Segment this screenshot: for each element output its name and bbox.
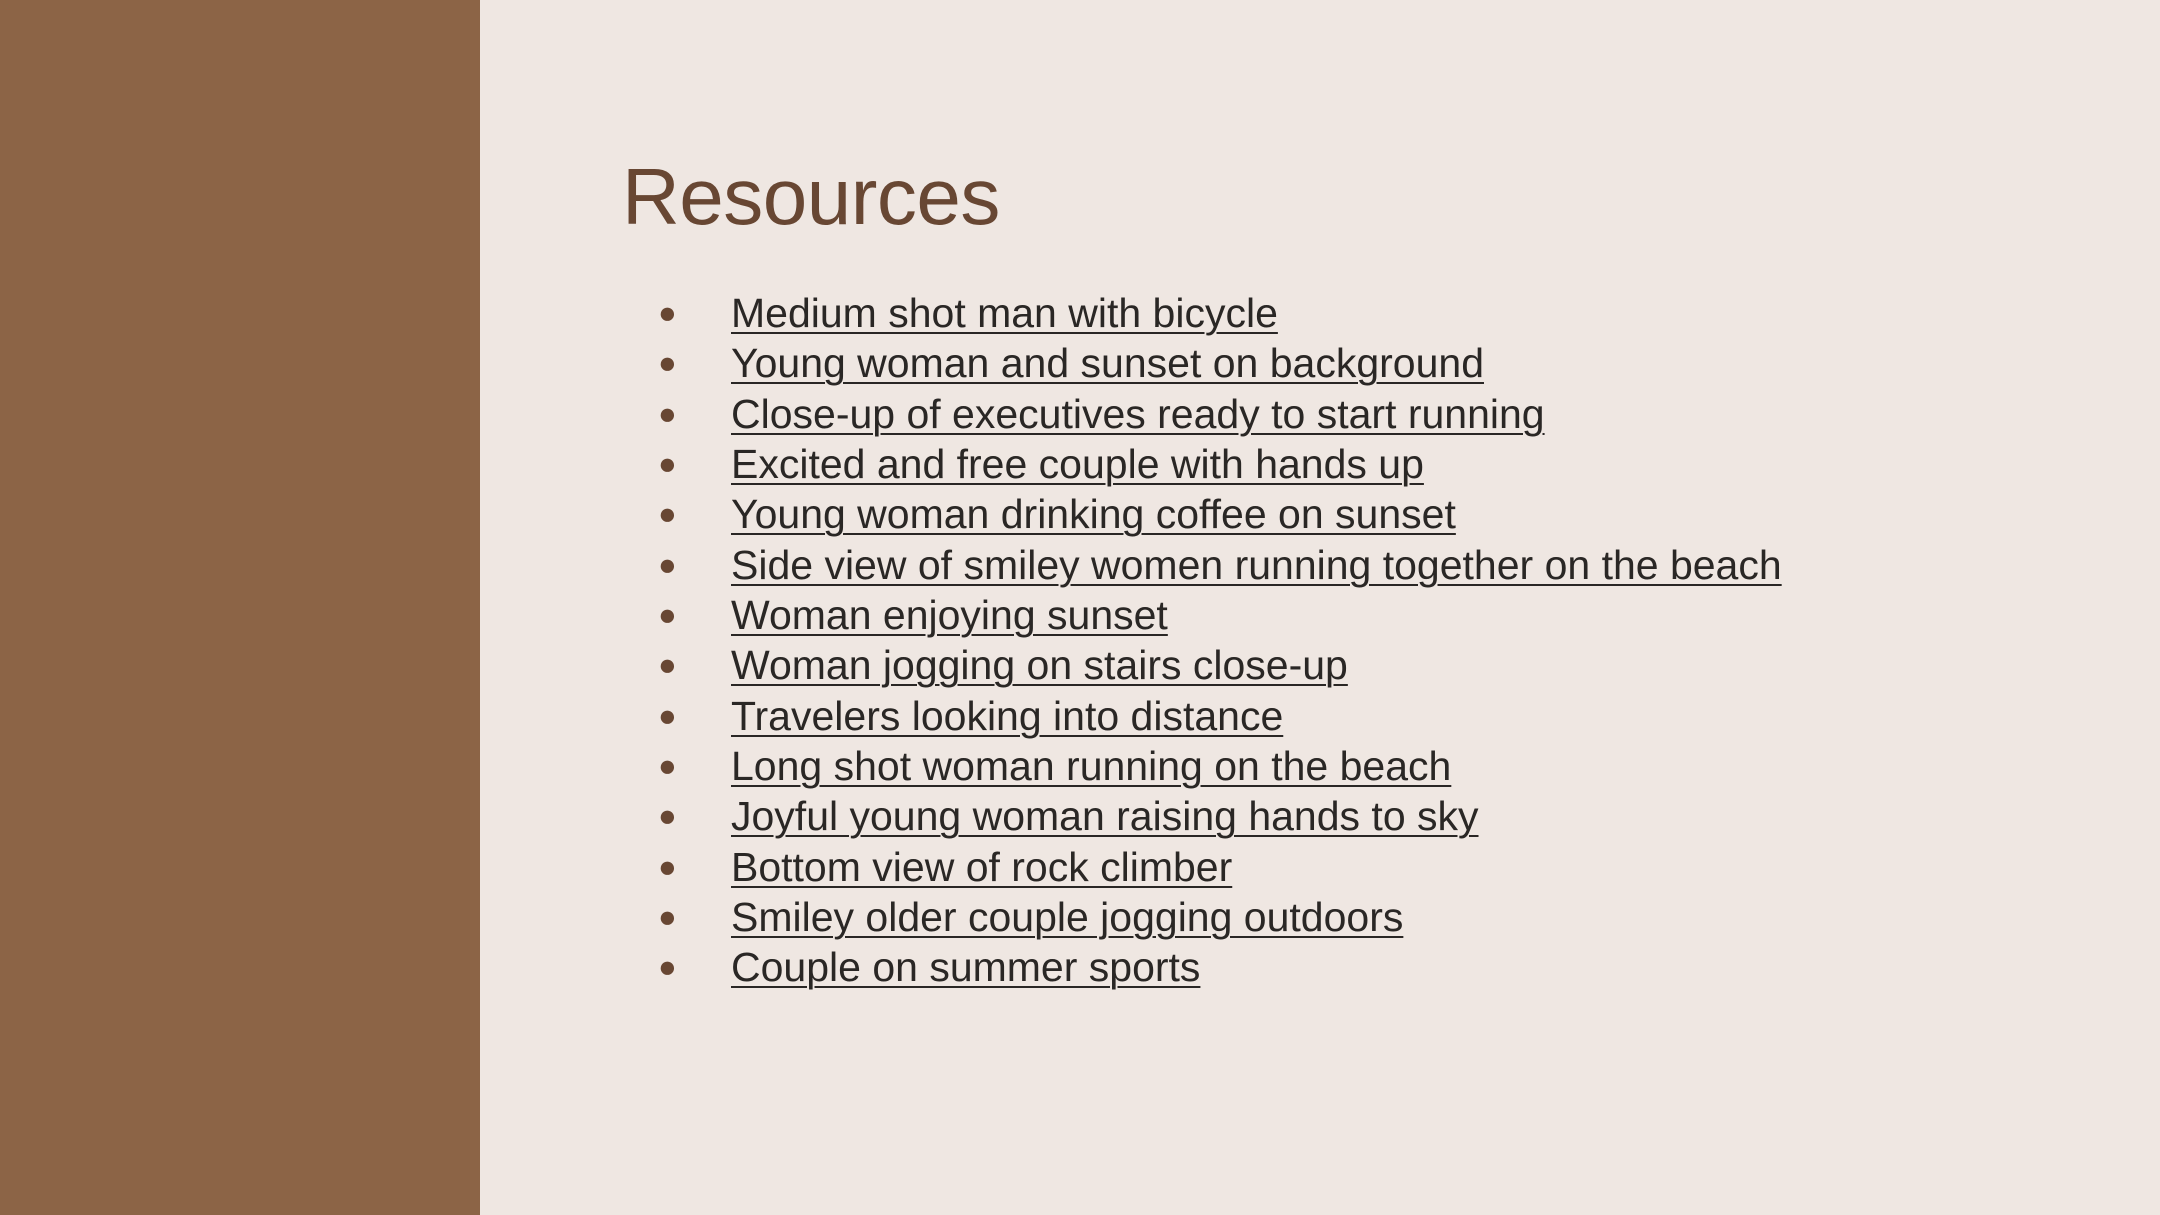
bullet-icon: ● [658, 697, 677, 733]
resource-link[interactable]: Woman jogging on stairs close-up [731, 642, 1348, 689]
resource-link[interactable]: Young woman drinking coffee on sunset [731, 491, 1456, 538]
bullet-icon: ● [658, 647, 677, 683]
resource-link[interactable]: Medium shot man with bicycle [731, 290, 1278, 336]
resource-link[interactable]: Young woman and sunset on background [731, 340, 1484, 387]
resource-link[interactable]: Couple on summer sports [731, 944, 1201, 991]
resource-link[interactable]: Close-up of executives ready to start running [731, 390, 1545, 437]
bullet-icon: ● [658, 597, 677, 633]
bullet-icon: ● [658, 798, 677, 834]
bullet-icon: ● [658, 848, 677, 884]
bullet-icon: ● [658, 446, 677, 482]
bullet-icon: ● [658, 748, 677, 784]
bullet-icon: ● [658, 395, 677, 431]
resource-link[interactable]: Smiley older couple jogging outdoors [731, 894, 1404, 941]
resource-link[interactable]: Travelers looking into distance [731, 692, 1284, 739]
bullet-icon: ● [658, 949, 677, 985]
resource-link[interactable]: Joyful young woman raising hands to sky [731, 793, 1479, 840]
resource-link[interactable]: Bottom view of rock climber [731, 843, 1233, 890]
bullet-icon: ● [658, 899, 677, 935]
resource-link[interactable]: Long shot woman running on the beach [731, 743, 1452, 790]
bullet-icon: ● [658, 345, 677, 381]
resource-link[interactable]: Excited and free couple with hands up [731, 441, 1424, 488]
bullet-icon: ● [658, 546, 677, 582]
bullet-icon: ● [658, 496, 677, 532]
bullet-icon: ● [658, 295, 677, 330]
slide-title: Resources [622, 152, 1000, 241]
resource-link[interactable]: Woman enjoying sunset [731, 592, 1168, 639]
side-panel [0, 0, 480, 1215]
resource-link[interactable]: Side view of smiley women running together on the beach [731, 541, 1782, 588]
